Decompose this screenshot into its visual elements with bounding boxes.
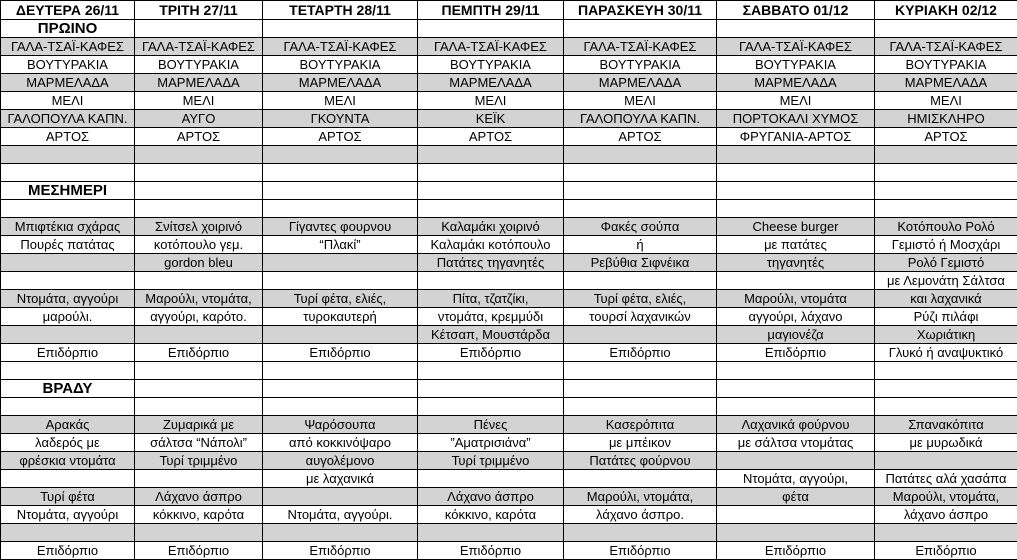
empty-cell — [875, 380, 1017, 398]
menu-cell: τυροκαυτερή — [263, 308, 418, 326]
menu-cell: Ντομάτα, αγγούρι. — [263, 506, 418, 524]
menu-cell: με Λεμονάτη Σάλτσα — [875, 272, 1017, 290]
menu-cell: τηγανητές — [717, 254, 875, 272]
menu-cell: ΓΑΛΑ-ΤΣΑΪ-ΚΑΦΕΣ — [717, 38, 875, 56]
menu-cell — [717, 200, 875, 218]
menu-cell: ΓΑΛΑ-ΤΣΑΪ-ΚΑΦΕΣ — [135, 38, 263, 56]
menu-row — [1, 38, 1017, 56]
menu-row — [1, 254, 1017, 272]
empty-cell — [263, 380, 418, 398]
menu-cell: Σπανακόπιτα — [875, 416, 1017, 434]
menu-cell: κόκκινο, καρότα — [418, 506, 564, 524]
menu-cell — [418, 200, 564, 218]
day-header: ΤΡΙΤΗ 27/11 — [135, 1, 263, 20]
menu-cell — [1, 326, 135, 344]
menu-cell: ΜΕΛΙ — [1, 92, 135, 110]
menu-cell — [564, 146, 717, 164]
menu-row — [1, 542, 1017, 560]
menu-cell — [418, 398, 564, 416]
day-header-row — [1, 1, 1017, 20]
menu-cell: κοτόπουλο γεμ. — [135, 236, 263, 254]
menu-cell: Γλυκό ή αναψυκτικό — [875, 344, 1017, 362]
menu-cell: Μαρούλι, ντομάτα, — [875, 488, 1017, 506]
menu-cell — [717, 164, 875, 182]
menu-cell — [135, 362, 263, 380]
menu-cell — [135, 200, 263, 218]
menu-cell — [1, 470, 135, 488]
menu-cell: αγγούρι, λάχανο — [717, 308, 875, 326]
menu-cell: Τυρί φέτα, ελιές, — [263, 290, 418, 308]
menu-cell: Κασερόπιτα — [564, 416, 717, 434]
menu-cell: Γίγαντες φουρνου — [263, 218, 418, 236]
menu-cell: Ρύζι πιλάφι — [875, 308, 1017, 326]
menu-cell: ΜΕΛΙ — [135, 92, 263, 110]
menu-cell: ΑΡΤΟΣ — [564, 128, 717, 146]
menu-cell: ΑΡΤΟΣ — [1, 128, 135, 146]
menu-row — [1, 290, 1017, 308]
empty-cell — [717, 20, 875, 38]
menu-cell: Επιδόρπιο — [135, 344, 263, 362]
day-header: ΠΕΜΠΤΗ 29/11 — [418, 1, 564, 20]
menu-cell — [875, 200, 1017, 218]
menu-cell: ΜΑΡΜΕΛΑΔΑ — [263, 74, 418, 92]
menu-cell: ΒΟΥΤΥΡΑΚΙΑ — [418, 56, 564, 74]
menu-cell — [1, 524, 135, 542]
menu-cell: Επιδόρπιο — [135, 542, 263, 560]
menu-cell — [135, 470, 263, 488]
menu-row — [1, 146, 1017, 164]
menu-cell: Κέτσαπ, Μουστάρδα — [418, 326, 564, 344]
menu-cell: Επιδόρπιο — [418, 344, 564, 362]
menu-cell: από κοκκινόψαρο — [263, 434, 418, 452]
menu-cell — [135, 164, 263, 182]
menu-cell — [875, 524, 1017, 542]
menu-row — [1, 92, 1017, 110]
menu-cell — [564, 470, 717, 488]
menu-cell: Καλαμάκι χοιρινό — [418, 218, 564, 236]
menu-cell: Χωριάτικη — [875, 326, 1017, 344]
menu-cell: Καλαμάκι κοτόπουλο — [418, 236, 564, 254]
menu-cell — [564, 200, 717, 218]
menu-cell — [263, 146, 418, 164]
menu-cell: Μαρούλι, ντομάτα, — [564, 488, 717, 506]
menu-cell: ΜΑΡΜΕΛΑΔΑ — [1, 74, 135, 92]
day-header: ΚΥΡΙΑΚΗ 02/12 — [875, 1, 1017, 20]
menu-cell: ΓΑΛΟΠΟΥΛΑ ΚΑΠΝ. — [1, 110, 135, 128]
menu-cell — [564, 272, 717, 290]
menu-cell — [418, 146, 564, 164]
menu-cell: ΒΟΥΤΥΡΑΚΙΑ — [564, 56, 717, 74]
menu-cell — [263, 272, 418, 290]
menu-cell — [875, 146, 1017, 164]
menu-cell: Ντομάτα, αγγούρι — [1, 506, 135, 524]
menu-row — [1, 506, 1017, 524]
menu-cell: Επιδόρπιο — [875, 542, 1017, 560]
menu-cell — [717, 524, 875, 542]
menu-cell: Ντομάτα, αγγούρι, — [717, 470, 875, 488]
menu-cell: Φακές σούπα — [564, 218, 717, 236]
menu-cell: σάλτσα “Νάπολι” — [135, 434, 263, 452]
menu-cell — [135, 146, 263, 164]
menu-cell: ΒΟΥΤΥΡΑΚΙΑ — [875, 56, 1017, 74]
menu-cell — [418, 272, 564, 290]
menu-cell: λάχανο άσπρο — [875, 506, 1017, 524]
menu-cell: Ρεβύθια Σιφνέικα — [564, 254, 717, 272]
menu-row — [1, 326, 1017, 344]
menu-cell: ΑΡΤΟΣ — [875, 128, 1017, 146]
menu-cell — [263, 254, 418, 272]
menu-cell — [717, 362, 875, 380]
menu-cell: ΓΑΛΑ-ΤΣΑΪ-ΚΑΦΕΣ — [1, 38, 135, 56]
menu-cell: ΜΕΛΙ — [564, 92, 717, 110]
menu-cell: κόκκινο, καρότα — [135, 506, 263, 524]
menu-cell: Λάχανο άσπρο — [135, 488, 263, 506]
empty-cell — [135, 182, 263, 200]
empty-cell — [875, 20, 1017, 38]
menu-cell — [875, 452, 1017, 470]
menu-cell — [564, 326, 717, 344]
empty-cell — [717, 380, 875, 398]
menu-body — [1, 1, 1017, 560]
menu-cell: Ντομάτα, αγγούρι — [1, 290, 135, 308]
empty-cell — [564, 380, 717, 398]
section-title: ΜΕΣΗΜΕΡΙ — [1, 182, 135, 200]
menu-cell: λαδερός με — [1, 434, 135, 452]
menu-cell — [263, 164, 418, 182]
menu-cell: Λαχανικά φούρνου — [717, 416, 875, 434]
menu-cell: ΒΟΥΤΥΡΑΚΙΑ — [717, 56, 875, 74]
day-header: ΤΕΤΑΡΤΗ 28/11 — [263, 1, 418, 20]
menu-cell — [564, 398, 717, 416]
menu-cell: με μυρωδικά — [875, 434, 1017, 452]
menu-cell — [263, 362, 418, 380]
menu-cell: Ψαρόσουπα — [263, 416, 418, 434]
menu-cell: αυγολέμονο — [263, 452, 418, 470]
menu-cell: ΠΟΡΤΟΚΑΛΙ ΧΥΜΟΣ — [717, 110, 875, 128]
menu-cell: Μαρούλι, ντομάτα — [717, 290, 875, 308]
day-header: ΔΕΥΤΕΡΑ 26/11 — [1, 1, 135, 20]
section-row — [1, 20, 1017, 38]
menu-cell — [263, 200, 418, 218]
section-title: ΒΡΑΔΥ — [1, 380, 135, 398]
menu-cell — [875, 362, 1017, 380]
section-title: ΠΡΩΙΝΟ — [1, 20, 135, 38]
menu-cell: ΜΑΡΜΕΛΑΔΑ — [717, 74, 875, 92]
menu-cell — [418, 470, 564, 488]
menu-cell — [1, 164, 135, 182]
menu-cell: Επιδόρπιο — [564, 542, 717, 560]
menu-cell: ΦΡΥΓΑΝΙΑ-ΑΡΤΟΣ — [717, 128, 875, 146]
menu-row — [1, 344, 1017, 362]
menu-cell: Αρακάς — [1, 416, 135, 434]
section-row — [1, 182, 1017, 200]
menu-cell: Σνίτσελ χοιρινό — [135, 218, 263, 236]
menu-cell: ΓΑΛΟΠΟΥΛΑ ΚΑΠΝ. — [564, 110, 717, 128]
menu-cell: Επιδόρπιο — [418, 542, 564, 560]
menu-cell: ΒΟΥΤΥΡΑΚΙΑ — [135, 56, 263, 74]
menu-row — [1, 416, 1017, 434]
menu-cell: ΑΡΤΟΣ — [263, 128, 418, 146]
empty-cell — [875, 182, 1017, 200]
menu-cell: Μπιφτέκια σχάρας — [1, 218, 135, 236]
menu-cell: Πίτα, τζατζίκι, — [418, 290, 564, 308]
menu-row — [1, 110, 1017, 128]
menu-cell: Πουρές πατάτας — [1, 236, 135, 254]
menu-cell: αγγούρι, καρότο. — [135, 308, 263, 326]
menu-row — [1, 218, 1017, 236]
menu-row — [1, 128, 1017, 146]
menu-cell: ΜΑΡΜΕΛΑΔΑ — [875, 74, 1017, 92]
menu-cell: Επιδόρπιο — [1, 344, 135, 362]
menu-cell — [717, 506, 875, 524]
menu-cell: με σάλτσα ντομάτας — [717, 434, 875, 452]
menu-cell: ή — [564, 236, 717, 254]
empty-cell — [263, 182, 418, 200]
menu-row — [1, 200, 1017, 218]
menu-row — [1, 164, 1017, 182]
menu-cell: Λάχανο άσπρο — [418, 488, 564, 506]
menu-cell: ΑΡΤΟΣ — [418, 128, 564, 146]
menu-cell: τουρσί λαχανικών — [564, 308, 717, 326]
empty-cell — [135, 380, 263, 398]
menu-cell — [135, 398, 263, 416]
empty-cell — [418, 182, 564, 200]
menu-row — [1, 488, 1017, 506]
menu-cell — [1, 272, 135, 290]
menu-cell — [717, 398, 875, 416]
menu-cell — [875, 164, 1017, 182]
menu-cell — [1, 362, 135, 380]
menu-cell: Πατάτες αλά χασάπα — [875, 470, 1017, 488]
menu-row — [1, 362, 1017, 380]
menu-cell: Τυρί τριμμένο — [418, 452, 564, 470]
menu-cell: ΜΑΡΜΕΛΑΔΑ — [135, 74, 263, 92]
menu-cell: Πένες — [418, 416, 564, 434]
menu-row — [1, 524, 1017, 542]
menu-cell: με λαχανικά — [263, 470, 418, 488]
menu-cell: Cheese burger — [717, 218, 875, 236]
menu-cell — [717, 452, 875, 470]
menu-cell — [418, 164, 564, 182]
menu-row — [1, 272, 1017, 290]
menu-cell: Πατάτες τηγανητές — [418, 254, 564, 272]
menu-cell: Τυρί φέτα, ελιές, — [564, 290, 717, 308]
menu-cell: Επιδόρπιο — [263, 344, 418, 362]
menu-cell: με μπέικον — [564, 434, 717, 452]
empty-cell — [418, 380, 564, 398]
menu-cell: ΜΑΡΜΕΛΑΔΑ — [564, 74, 717, 92]
menu-cell: ΜΕΛΙ — [875, 92, 1017, 110]
menu-cell: φέτα — [717, 488, 875, 506]
menu-cell: Επιδόρπιο — [263, 542, 418, 560]
menu-cell — [564, 524, 717, 542]
menu-cell: Τυρί τριμμένο — [135, 452, 263, 470]
menu-cell — [135, 272, 263, 290]
menu-cell: “Πλακί” — [263, 236, 418, 254]
menu-cell: ΓΑΛΑ-ΤΣΑΪ-ΚΑΦΕΣ — [875, 38, 1017, 56]
menu-cell: με πατάτες — [717, 236, 875, 254]
menu-row — [1, 56, 1017, 74]
menu-cell: και λαχανικά — [875, 290, 1017, 308]
menu-cell: Κοτόπουλο Ρολό — [875, 218, 1017, 236]
menu-cell: Επιδόρπιο — [717, 344, 875, 362]
empty-cell — [564, 182, 717, 200]
menu-cell: ”Αματρισιάνα” — [418, 434, 564, 452]
menu-cell: ΓΑΛΑ-ΤΣΑΪ-ΚΑΦΕΣ — [263, 38, 418, 56]
menu-cell: ΓΚΟΥΝΤΑ — [263, 110, 418, 128]
menu-row — [1, 308, 1017, 326]
empty-cell — [564, 20, 717, 38]
menu-cell: Ρολό Γεμιστό — [875, 254, 1017, 272]
menu-cell — [717, 272, 875, 290]
empty-cell — [263, 20, 418, 38]
menu-cell: ΜΕΛΙ — [263, 92, 418, 110]
empty-cell — [717, 182, 875, 200]
menu-cell: μαγιονέζα — [717, 326, 875, 344]
menu-cell: ΓΑΛΑ-ΤΣΑΪ-ΚΑΦΕΣ — [564, 38, 717, 56]
menu-cell: Επιδόρπιο — [1, 542, 135, 560]
menu-cell: ΒΟΥΤΥΡΑΚΙΑ — [263, 56, 418, 74]
menu-cell — [875, 398, 1017, 416]
menu-cell — [1, 254, 135, 272]
menu-cell: Ζυμαρικά με — [135, 416, 263, 434]
menu-cell — [1, 200, 135, 218]
menu-cell: Μαρούλι, ντομάτα, — [135, 290, 263, 308]
menu-cell — [564, 164, 717, 182]
menu-cell — [263, 398, 418, 416]
menu-cell: Γεμιστό ή Μοσχάρι — [875, 236, 1017, 254]
menu-cell: ΑΥΓΟ — [135, 110, 263, 128]
menu-cell: ΗΜΙΣΚΛΗΡΟ — [875, 110, 1017, 128]
menu-cell — [263, 524, 418, 542]
menu-cell — [1, 146, 135, 164]
menu-cell — [1, 398, 135, 416]
menu-row — [1, 74, 1017, 92]
menu-cell: ΓΑΛΑ-ΤΣΑΪ-ΚΑΦΕΣ — [418, 38, 564, 56]
menu-cell: ΜΕΛΙ — [418, 92, 564, 110]
menu-cell: Επιδόρπιο — [564, 344, 717, 362]
menu-cell: ΜΕΛΙ — [717, 92, 875, 110]
menu-cell: μαρούλι. — [1, 308, 135, 326]
menu-cell — [135, 524, 263, 542]
menu-cell: λάχανο άσπρο. — [564, 506, 717, 524]
menu-cell: ΒΟΥΤΥΡΑΚΙΑ — [1, 56, 135, 74]
empty-cell — [418, 20, 564, 38]
menu-cell: Πατάτες φούρνου — [564, 452, 717, 470]
menu-row — [1, 398, 1017, 416]
menu-row — [1, 236, 1017, 254]
menu-cell — [263, 488, 418, 506]
menu-cell — [418, 524, 564, 542]
menu-cell — [564, 362, 717, 380]
menu-cell: ΑΡΤΟΣ — [135, 128, 263, 146]
menu-row — [1, 434, 1017, 452]
menu-cell — [717, 146, 875, 164]
empty-cell — [135, 20, 263, 38]
section-row — [1, 380, 1017, 398]
day-header: ΠΑΡΑΣΚΕΥΗ 30/11 — [564, 1, 717, 20]
menu-cell: ντομάτα, κρεμμύδι — [418, 308, 564, 326]
menu-row — [1, 452, 1017, 470]
menu-cell: ΚΕΪΚ — [418, 110, 564, 128]
menu-cell — [418, 362, 564, 380]
day-header: ΣΑΒΒΑΤΟ 01/12 — [717, 1, 875, 20]
menu-cell: gordon bleu — [135, 254, 263, 272]
menu-cell: φρέσκια ντομάτα — [1, 452, 135, 470]
menu-cell: Επιδόρπιο — [717, 542, 875, 560]
menu-cell — [135, 326, 263, 344]
menu-row — [1, 470, 1017, 488]
menu-cell: ΜΑΡΜΕΛΑΔΑ — [418, 74, 564, 92]
menu-cell — [263, 326, 418, 344]
menu-cell: Τυρί φέτα — [1, 488, 135, 506]
